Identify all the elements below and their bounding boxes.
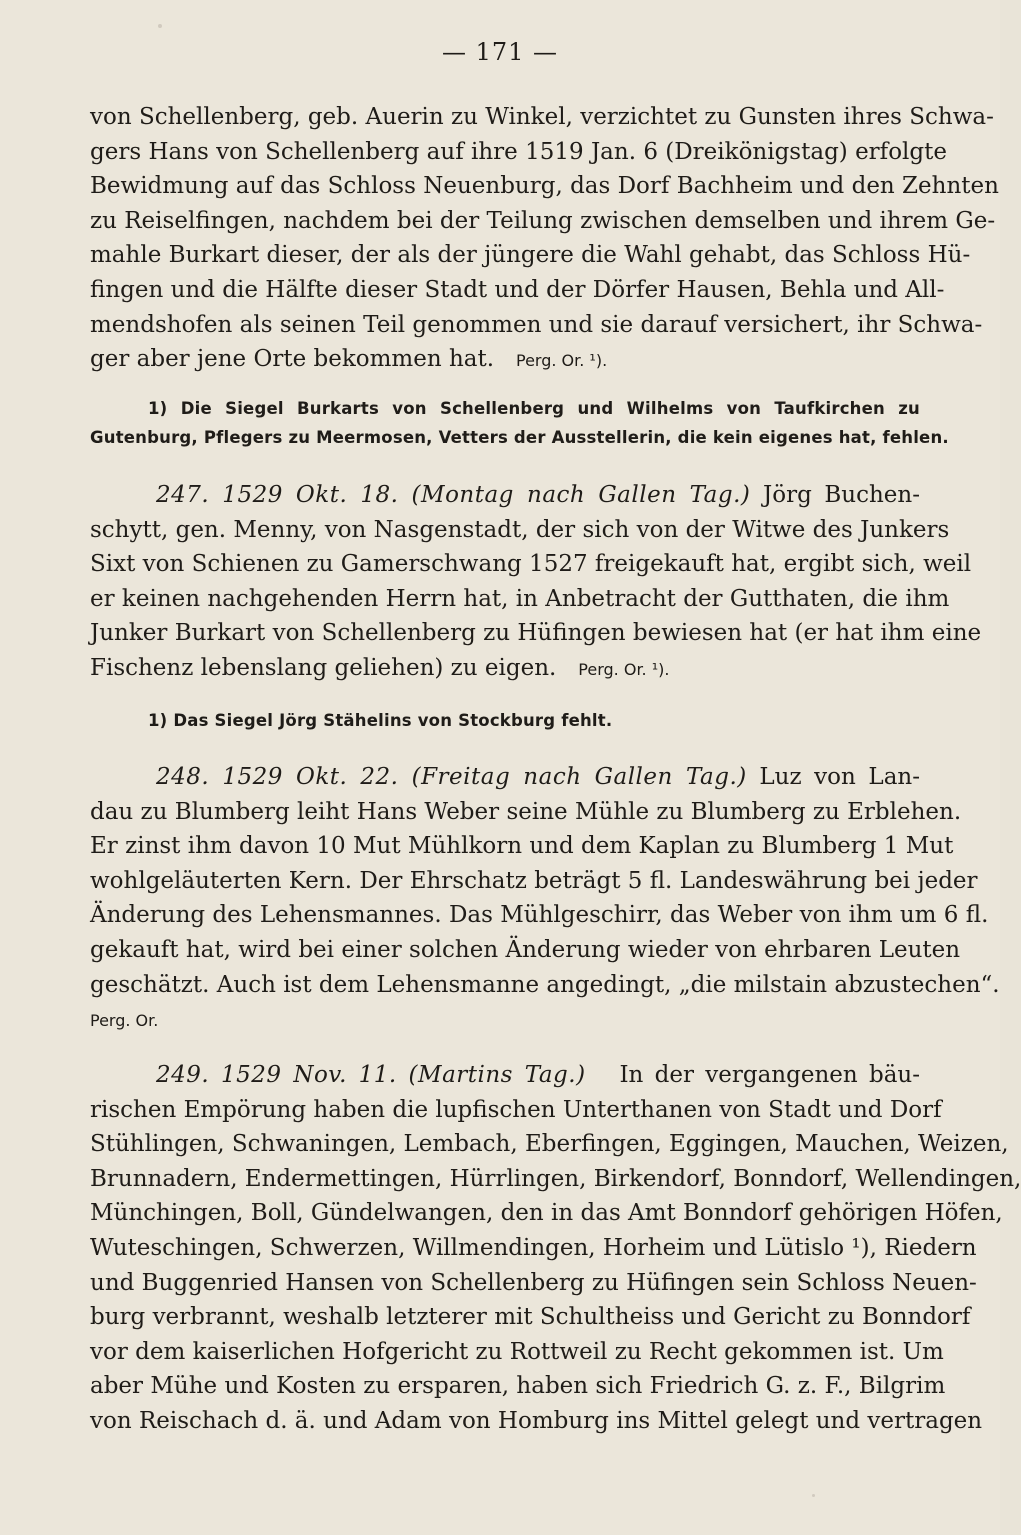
entry-heading-line <box>90 1058 920 1093</box>
footnote-line: 1) Die Siegel Burkarts von Schellenberg und Wilhelms von Taufkirchen zu <box>148 399 920 418</box>
text-line: gers Hans von Schellenberg auf ihre 1519 Jan. 6 (Dreikönigstag) erfolgte <box>90 138 947 165</box>
footnote <box>90 706 920 735</box>
text-fragment: Jörg Buchen- <box>763 482 920 508</box>
entry-heading: 248. 1529 Okt. 22. (Freitag nach Gallen Tag.) <box>156 764 747 790</box>
text-line: zu Reiselfingen, nachdem bei der Teilung zwischen demselben und ihrem Ge- <box>90 207 996 234</box>
text-fragment: Fischenz lebenslang geliehen) zu eigen. <box>90 654 557 681</box>
entry-heading-line <box>90 478 920 513</box>
text-line: mendshofen als seinen Teil genommen und sie darauf versichert, ihr Schwa- <box>90 311 983 338</box>
text-line: Bewidmung auf das Schloss Neuenburg, das Dorf Bachheim und den Zehnten <box>90 173 999 200</box>
entry-heading: 249. 1529 Nov. 11. (Martins Tag.) <box>156 1062 586 1088</box>
text-line <box>90 1002 920 1039</box>
entry-heading-line <box>90 760 920 795</box>
text-line: Änderung des Lehensmannes. Das Mühlgeschirr, das Weber von ihm um 6 fl. <box>90 902 989 929</box>
source-reference: Perg. Or. ¹). <box>578 659 670 679</box>
text-line: von Schellenberg, geb. Auerin zu Winkel, verzichtet zu Gunsten ihres Schwa- <box>90 104 994 130</box>
text-line: und Buggenried Hansen von Schellenberg zu Hüfingen sein Schloss Neuen- <box>90 1269 977 1296</box>
text-line: dau zu Blumberg leiht Hans Weber seine Mühle zu Blumberg zu Erblehen. <box>90 798 962 825</box>
text-line: Brunnadern, Endermettingen, Hürrlingen, Birkendorf, Bonndorf, Wellendingen, <box>90 1165 1021 1192</box>
text-line: er keinen nachgehenden Herrn hat, in Anbetracht der Gutthaten, die ihm <box>90 585 950 612</box>
text-line <box>90 342 920 379</box>
source-reference: Perg. Or. ¹). <box>515 351 608 371</box>
text-line: Er zinst ihm davon 10 Mut Mühlkorn und dem Kaplan zu Blumberg 1 Mut <box>90 833 954 860</box>
paper-speck <box>158 24 162 28</box>
text-line: aber Mühe und Kosten zu ersparen, haben sich Friedrich G. z. F., Bilgrim <box>90 1373 946 1400</box>
text-fragment: Luz von Lan- <box>759 764 921 790</box>
text-line: vor dem kaiserlichen Hofgericht zu Rottweil zu Recht gekommen ist. Um <box>90 1338 944 1365</box>
footnote-line: Gutenburg, Pflegers zu Meermosen, Vetters der Ausstellerin, die kein eigenes hat, fehlen. <box>90 428 949 447</box>
page-number: — 171 — <box>441 38 559 66</box>
text-line: fingen und die Hälfte dieser Stadt und der Dörfer Hausen, Behla und All- <box>90 276 945 303</box>
text-line: wohlgeläuterten Kern. Der Ehrschatz beträgt 5 fl. Landeswährung bei jeder <box>90 867 978 894</box>
text-line: rischen Empörung haben die lupfischen Unterthanen von Stadt und Dorf <box>90 1096 942 1123</box>
entry-249 <box>90 1058 1021 1439</box>
text-line: Münchingen, Boll, Gündelwangen, den in das Amt Bonndorf gehörigen Höfen, <box>90 1200 1003 1227</box>
text-fragment: In der vergangenen bäu- <box>619 1062 920 1088</box>
entry-247 <box>90 478 982 688</box>
text-line: mahle Burkart dieser, der als der jüngere die Wahl gehabt, das Schloss Hü- <box>90 242 971 269</box>
paragraph-continuation <box>90 100 999 379</box>
text-line: geschätzt. Auch ist dem Lehensmanne angedingt, „die milstain abzustechen“. <box>90 971 1000 998</box>
text-line: von Reischach d. ä. und Adam von Homburg ins Mittel gelegt und vertragen <box>90 1407 983 1434</box>
footnote <box>90 394 949 452</box>
text-line: gekauft hat, wird bei einer solchen Änderung wieder von ehrbaren Leuten <box>90 936 961 963</box>
text-line: Wuteschingen, Schwerzen, Willmendingen, Horheim und Lütislo ¹), Riedern <box>90 1234 977 1261</box>
entry-heading: 247. 1529 Okt. 18. (Montag nach Gallen Tag.) <box>156 482 751 508</box>
text-fragment: ger aber jene Orte bekommen hat. <box>90 346 495 373</box>
text-line: Sixt von Schienen zu Gamerschwang 1527 freigekauft hat, ergibt sich, weil <box>90 551 972 578</box>
text-line: schytt, gen. Menny, von Nasgenstadt, der sich von der Witwe des Junkers <box>90 516 950 543</box>
text-line: Stühlingen, Schwaningen, Lembach, Eberfingen, Eggingen, Mauchen, Weizen, <box>90 1131 1009 1158</box>
paper-speck <box>812 1494 815 1497</box>
entry-248 <box>90 760 1000 1039</box>
text-line: burg verbrannt, weshalb letzterer mit Schultheiss und Gericht zu Bonndorf <box>90 1304 971 1331</box>
source-reference: Perg. Or. <box>90 1011 159 1031</box>
text-line: Junker Burkart von Schellenberg zu Hüfingen bewiesen hat (er hat ihm eine <box>90 620 982 647</box>
text-line <box>90 651 920 688</box>
footnote-line: 1) Das Siegel Jörg Stähelins von Stockburg fehlt. <box>148 711 613 730</box>
